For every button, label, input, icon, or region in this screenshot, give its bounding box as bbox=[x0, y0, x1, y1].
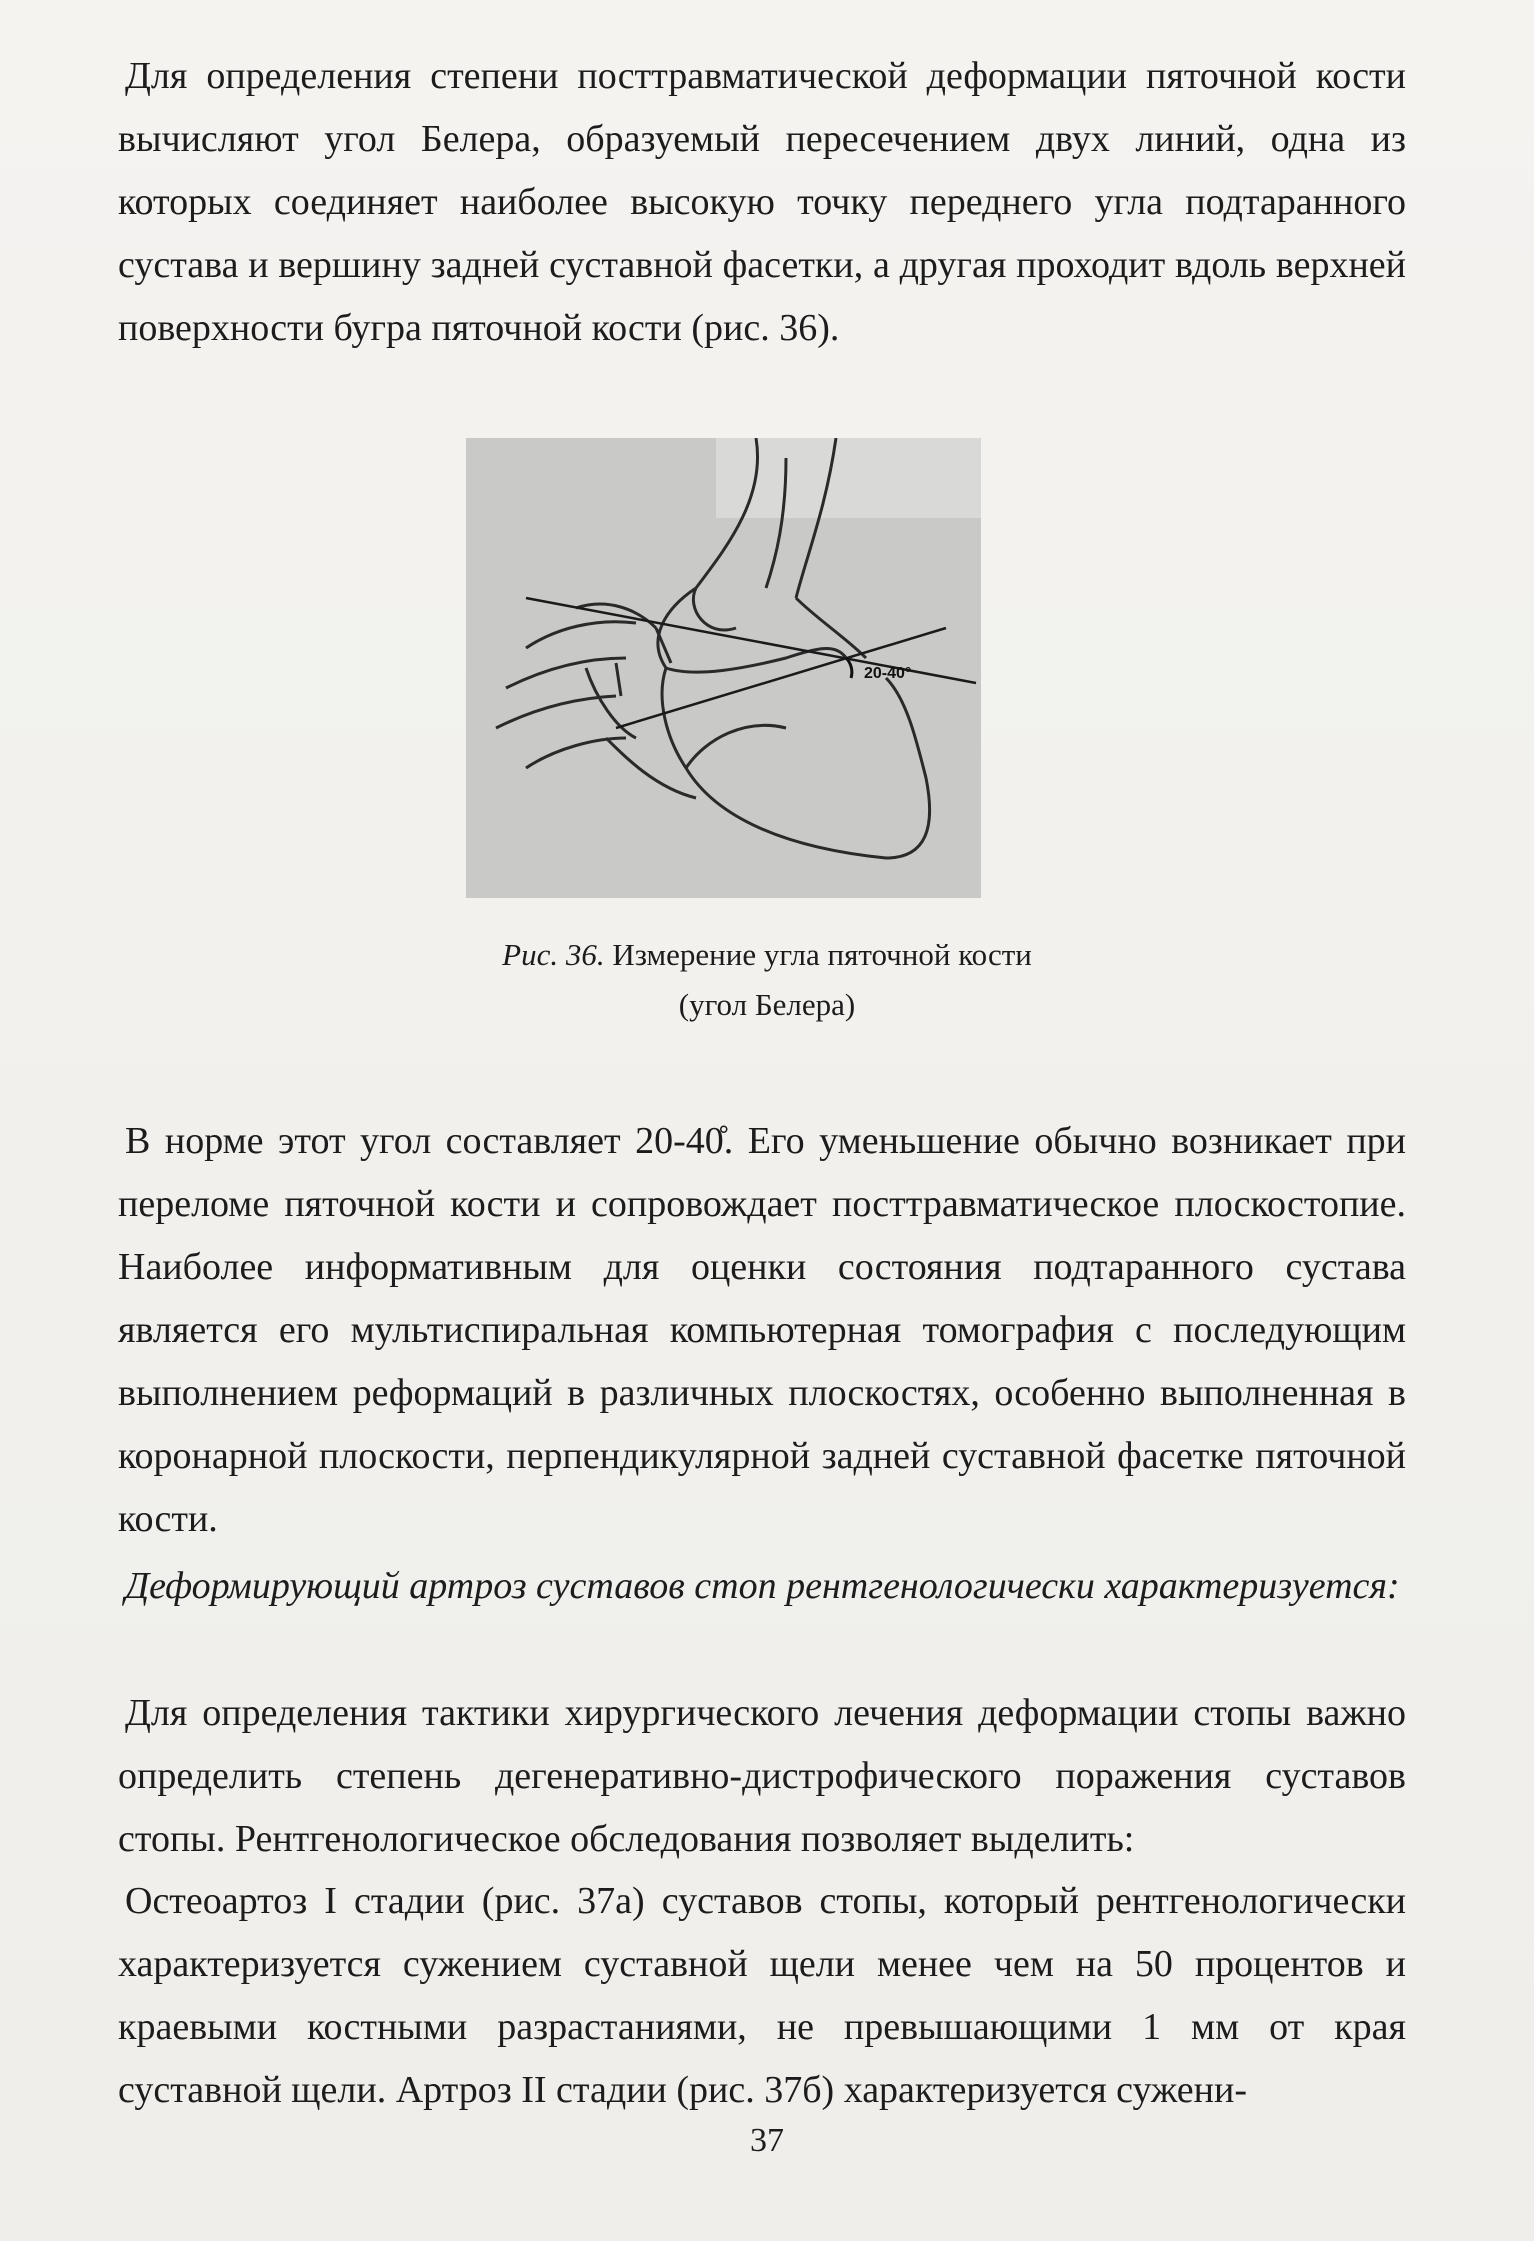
paragraph-text: Для определения степени посттравматической деформации пяточной кости вычисляют угол Белера, образуемый пересечением двух линий, одна из которых соединяет наиболее высокую точку переднего угла подтаранного сустава и вершину задней суставной фасетки, а другая проходит вдоль верхней поверхности бугра пяточной кости (рис. 36). bbox=[118, 55, 1406, 349]
paragraph-text: Для определения тактики хирургического лечения деформации стопы важно определить степень дегенеративно-дистрофического поражения суставов стопы. Рентгенологическое обследования позволяет выделить: bbox=[118, 1692, 1406, 1860]
paragraph-text: Остеоартоз I стадии (рис. 37а) суставов стопы, который рентгенологически характеризуется сужением суставной щели менее чем на 50 процентов и краевыми костными разрастаниями, не превышающими 1 мм от края суставной щели. Артроз II стадии (рис. 37б) характеризуется сужени- bbox=[118, 1880, 1406, 2111]
page-number: 37 bbox=[750, 2122, 784, 2159]
paragraph-bohler-definition bbox=[118, 45, 1406, 360]
paragraph-arthrosis-heading bbox=[118, 1555, 1406, 1618]
figure-calcaneus-bohler-angle bbox=[466, 438, 981, 898]
paragraph-text: В норме этот угол составляет 20-40̊. Его уменьшение обычно возникает при переломе пяточной кости и сопровождает посттравматическое плоскостопие. Наиболее информативным для оценки состояния подтаранного сустава является его мультиспиральная компьютерная томография с последующим выполнением реформаций в различных плоскостях, особенно выполненная в коронарной плоскости, перпендикулярной задней суставной фасетке пяточной кости. bbox=[118, 1120, 1406, 1540]
caption-figure-number: Рис. 36. bbox=[502, 937, 605, 972]
calcaneus-diagram bbox=[466, 438, 981, 898]
caption-line-2: (угол Белера) bbox=[678, 987, 856, 1022]
angle-label: 20-40° bbox=[864, 665, 912, 682]
caption-title: Измерение угла пяточной кости bbox=[612, 937, 1032, 972]
paragraph-osteoarthrosis-stages bbox=[118, 1870, 1406, 2122]
caption-line-1 bbox=[0, 930, 1534, 980]
figure-caption bbox=[0, 930, 1534, 1030]
paragraph-text: Деформирующий артроз суставов стоп рентгенологически характеризуется: bbox=[125, 1565, 1400, 1607]
paragraph-surgical-tactics bbox=[118, 1682, 1406, 1871]
paragraph-normal-angle bbox=[118, 1110, 1406, 1551]
